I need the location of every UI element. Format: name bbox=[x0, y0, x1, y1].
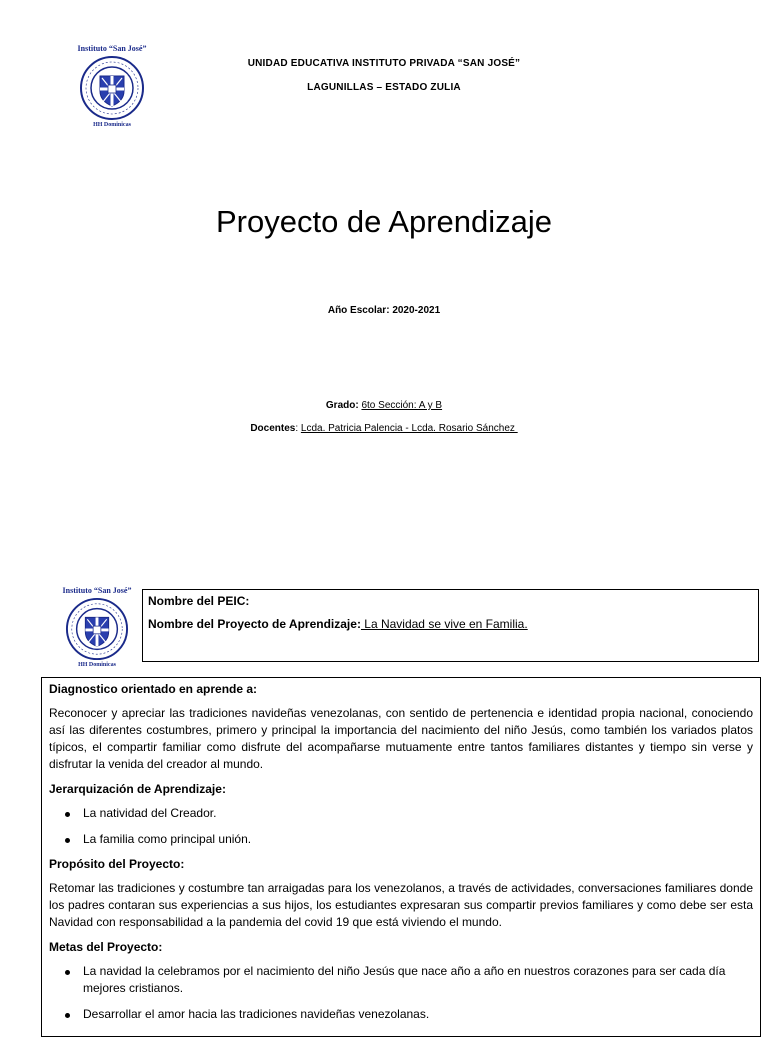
goals-heading: Metas del Proyecto: bbox=[49, 940, 163, 954]
grade-line bbox=[0, 400, 768, 411]
logo-caption-bottom: HH Dominicas bbox=[78, 662, 116, 668]
diagnostic-text: Reconocer y apreciar las tradiciones navideñas venezolanas, con sentido de pertenencia e identidad propia nacional, conociendo así las diferentes costumbres, primero y principal la importancia del nacimiento del niño Jesús, como también los variados platos típicos, el compartir familiar como disfrute del acompañarse mutuamente entre tantos familiares distantes y tiempo sin verse y disfrutar la venida del creador al mundo. bbox=[49, 706, 753, 771]
document-title: Proyecto de Aprendizaje bbox=[215, 204, 553, 239]
teachers-value: Lcda. Patricia Palencia - Lcda. Rosario Sánchez bbox=[300, 423, 518, 434]
project-name-row bbox=[148, 617, 752, 631]
project-name-label: Nombre del Proyecto de Aprendizaje: bbox=[148, 617, 361, 631]
diagnostic-heading: Diagnostico orientado en aprende a: bbox=[49, 682, 258, 696]
hierarchy-heading: Jerarquización de Aprendizaje: bbox=[49, 782, 226, 796]
project-details-box bbox=[41, 677, 761, 1037]
purpose-heading: Propósito del Proyecto: bbox=[49, 857, 185, 871]
list-item: Desarrollar el amor hacia las tradiciones navideñas venezolanas. bbox=[49, 1006, 753, 1023]
grade-value: 6to Sección: A y B bbox=[361, 400, 443, 411]
school-crest-icon bbox=[64, 597, 130, 661]
logo-caption-top: Instituto “San José” bbox=[77, 44, 147, 53]
teachers-separator: : bbox=[295, 423, 299, 434]
school-year-line bbox=[0, 305, 768, 316]
grade-label: Grado: bbox=[325, 400, 359, 411]
peic-box bbox=[142, 589, 759, 662]
school-logo-peic bbox=[57, 586, 137, 668]
logo-caption-bottom: HH Dominicas bbox=[93, 122, 131, 128]
logo-caption-top: Instituto “San José” bbox=[62, 586, 132, 595]
project-name-value: La Navidad se vive en Familia. bbox=[360, 617, 528, 631]
goals-list bbox=[49, 963, 753, 1023]
teachers-label: Docentes bbox=[250, 423, 296, 434]
list-item: La familia como principal unión. bbox=[49, 831, 753, 848]
teachers-line bbox=[0, 423, 768, 434]
institution-name: UNIDAD EDUCATIVA INSTITUTO PRIVADA “SAN JOSÉ” bbox=[247, 58, 521, 69]
institution-location: LAGUNILLAS – ESTADO ZULIA bbox=[307, 82, 461, 93]
purpose-text: Retomar las tradiciones y costumbre tan arraigadas para los venezolanos, a través de actividades, conversaciones familiares donde los padres contaran sus experiencias a sus hijos, los estudiantes expresaran sus compartir previos familiares y como debe ser esta Navidad con responsabilidad a la pandemia del covid 19 que está viviendo el mundo. bbox=[49, 881, 753, 929]
school-year-value: 2020-2021 bbox=[392, 305, 441, 316]
peic-name-label: Nombre del PEIC: bbox=[148, 594, 250, 608]
list-item: La navidad la celebramos por el nacimiento del niño Jesús que nace año a año en nuestros corazones para ser cada día mejores cristianos. bbox=[49, 963, 753, 997]
school-year-label: Año Escolar: bbox=[327, 305, 390, 316]
hierarchy-list bbox=[49, 805, 753, 848]
list-item: La natividad del Creador. bbox=[49, 805, 753, 822]
